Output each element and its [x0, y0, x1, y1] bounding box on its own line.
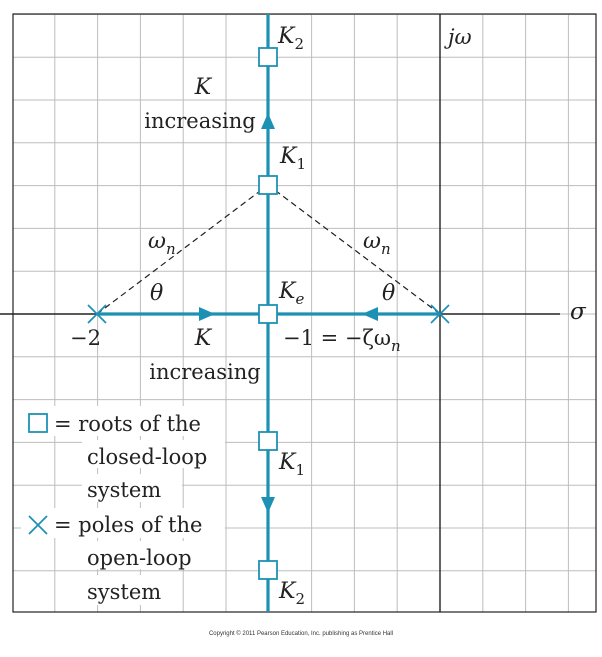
copyright-notice: Copyright © 2011 Pearson Education, Inc. publishing as Prentice Hall: [208, 631, 394, 637]
root-square-k2-top: [259, 48, 277, 66]
real-axis-label: σ: [570, 299, 586, 325]
arrow-up-upper-branch: [261, 113, 275, 129]
tick-label-minus-one-eq: −1 = −ζω: [283, 326, 392, 350]
root-square-ke: [259, 305, 277, 323]
label-k1-bottom-sub: 1: [295, 461, 305, 479]
legend-roots-line1: = roots of the: [54, 412, 201, 436]
arrow-left-right-segment: [362, 307, 378, 321]
omega-n-dashed-left: [97, 185, 268, 314]
tick-label-minus-two: −2: [70, 326, 101, 350]
label-ke: K: [279, 279, 296, 304]
svg-text:ωn: [148, 229, 176, 258]
root-square-k2-bottom: [259, 561, 277, 579]
label-k2-bottom: K: [279, 579, 296, 604]
label-k-increasing-upper-text: increasing: [144, 109, 256, 133]
root-square-k1-bottom: [259, 432, 277, 450]
label-theta-right: θ: [382, 281, 396, 306]
label-omega-n-right: ω: [363, 229, 381, 254]
label-k-increasing-lower-text: increasing: [149, 360, 261, 384]
label-k-increasing-lower-k: K: [194, 326, 212, 351]
svg-text:ωn: [363, 229, 391, 258]
tick-label-minus-one-sub: n: [391, 337, 401, 355]
svg-text:K2: [278, 579, 305, 608]
imaginary-axis-label: jω: [448, 25, 472, 49]
legend-poles-line1: = poles of the: [54, 513, 203, 537]
label-k1-top-sub: 1: [296, 155, 306, 173]
arrow-right-left-segment: [199, 307, 215, 321]
label-k-increasing-upper-k: K: [194, 75, 212, 100]
label-omega-n-right-sub: n: [380, 240, 391, 258]
label-k2-bottom-sub: 2: [295, 590, 305, 608]
label-k2-top: K: [278, 24, 295, 49]
arrow-down-lower-branch: [261, 497, 275, 513]
root-square-k1-top: [259, 176, 277, 194]
legend-poles-line3: system: [87, 580, 162, 604]
label-omega-n-left: ω: [148, 229, 166, 254]
svg-text:K1: [279, 144, 306, 173]
label-k1-top: K: [280, 144, 297, 169]
label-k1-bottom: K: [279, 450, 296, 475]
legend-poles-line2: open-loop: [87, 546, 192, 570]
label-ke-sub: e: [295, 290, 305, 308]
svg-text:K2: [277, 24, 304, 53]
label-omega-n-left-sub: n: [165, 240, 176, 258]
svg-text:−1 = −ζωn: [283, 326, 401, 355]
label-k2-top-sub: 2: [294, 35, 304, 53]
svg-text:K1: [278, 450, 305, 479]
label-theta-left: θ: [150, 281, 164, 306]
legend-roots-line3: system: [87, 478, 162, 502]
legend-square-icon: [29, 414, 47, 432]
legend: [21, 406, 225, 605]
svg-text:Ke: [278, 279, 304, 308]
legend-roots-line2: closed-loop: [87, 445, 208, 469]
